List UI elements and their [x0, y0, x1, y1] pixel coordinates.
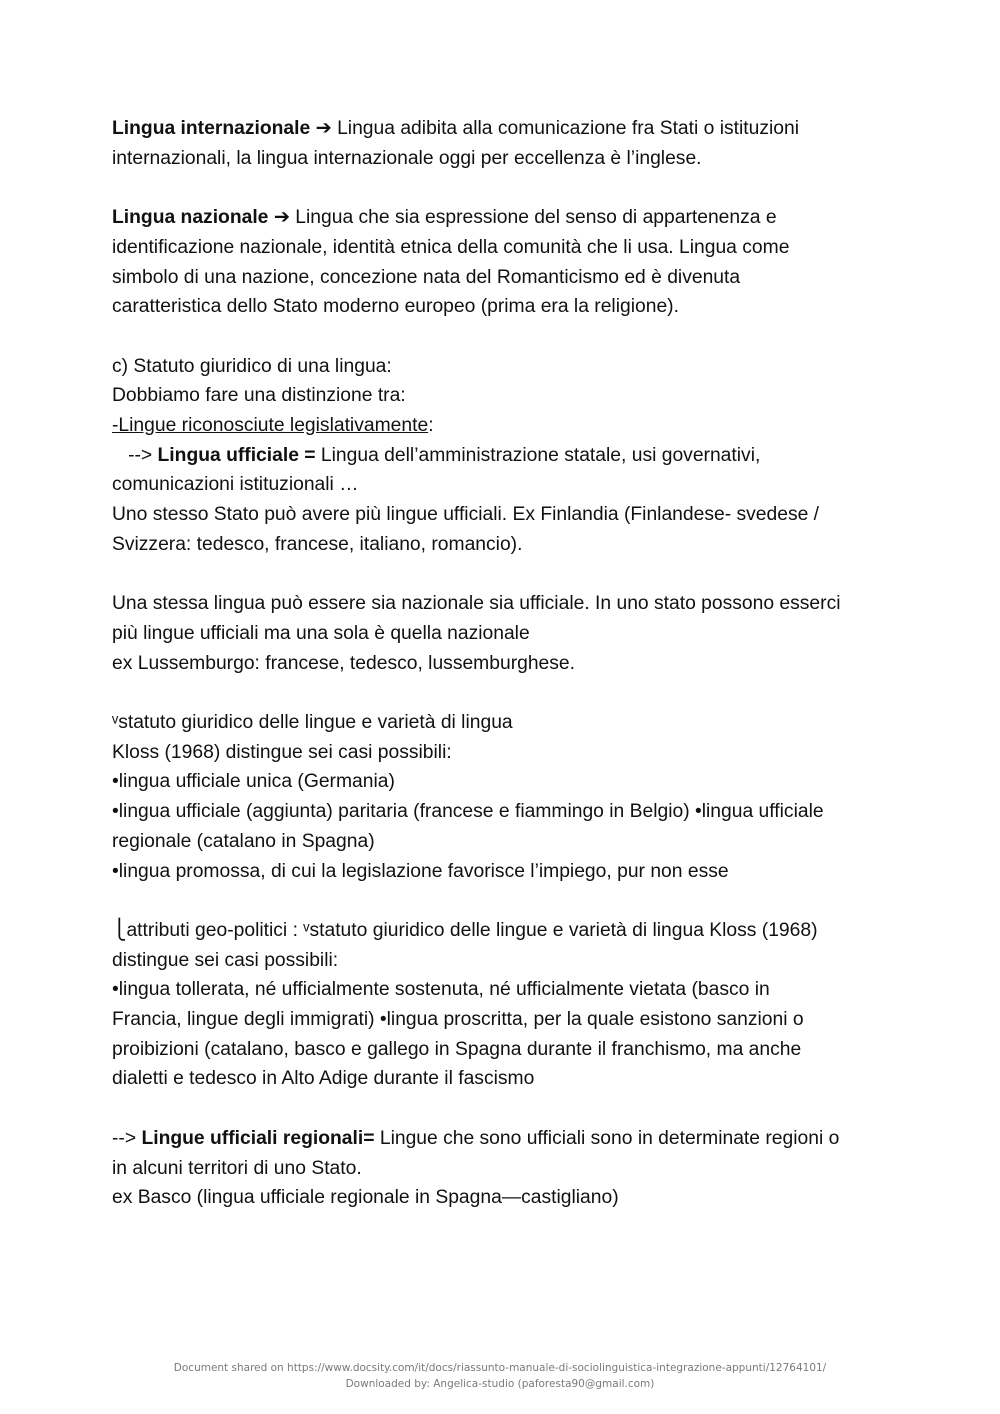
text-line: Uno stesso Stato può avere più lingue ufficiali. Ex Finlandia (Finlandese- svedese /	[112, 504, 820, 526]
paragraph-lingua-nazionale	[112, 203, 902, 322]
text-line: ᵛstatuto giuridico delle lingue e varietà di lingua	[112, 712, 513, 733]
term-label: Lingua ufficiale =	[157, 444, 316, 466]
text-line: comunicazioni istituzionali …	[112, 474, 359, 496]
paragraph-gap	[112, 322, 902, 352]
footer-downloaded-by: Downloaded by: Angelica-studio (paforesta90@gmail.com)	[345, 1378, 655, 1390]
text-line	[112, 203, 902, 233]
arrow-prefix: -->	[112, 444, 158, 466]
page-footer	[0, 1360, 1000, 1392]
paragraph-gap	[112, 1094, 902, 1124]
text-line: identificazione nazionale, identità etnica della comunità che li usa. Lingua come	[112, 236, 790, 258]
arrow-icon: ➔	[268, 207, 296, 229]
text-line: ⎩attributi geo-politici : ᵛstatuto giuridico delle lingue e varietà di lingua Kloss (1968)	[112, 919, 818, 941]
arrow-icon: ➔	[310, 118, 338, 139]
text-line: distingue sei casi possibili:	[112, 949, 339, 971]
text-line: regionale (catalano in Spagna)	[112, 830, 375, 852]
document-page	[112, 114, 902, 1213]
paragraph-gap	[112, 678, 902, 708]
paragraph-lingue-regionali	[112, 1124, 902, 1213]
paragraph-lingua-internazionale	[112, 114, 902, 173]
text-line	[112, 441, 902, 471]
section-heading: c) Statuto giuridico di una lingua:	[112, 355, 392, 377]
bullet-line: •lingua tollerata, né ufficialmente sostenuta, né ufficialmente vietata (basco in	[112, 979, 770, 1001]
term-label: Lingue ufficiali regionali=	[141, 1127, 375, 1149]
term-label: Lingua internazionale	[112, 118, 311, 139]
text-line: ex Lussemburgo: francese, tedesco, lussemburghese.	[112, 652, 576, 674]
paragraph-kloss-1	[112, 708, 902, 886]
bullet-line: •lingua ufficiale unica (Germania)	[112, 771, 395, 793]
text-line: ex Basco (lingua ufficiale regionale in Spagna—castigliano)	[112, 1187, 619, 1209]
text-line: Francia, lingue degli immigrati) •lingua proscritta, per la quale esistono sanzioni o	[112, 1009, 804, 1031]
bullet-line: •lingua promossa, di cui la legislazione favorisce l’impiego, pur non esse	[112, 860, 729, 882]
underlined-heading: -Lingue riconosciute legislativamente	[112, 415, 429, 436]
text-line: caratteristica dello Stato moderno europeo (prima era la religione).	[112, 296, 679, 318]
text-line: Kloss (1968) distingue sei casi possibili:	[112, 741, 452, 763]
paragraph-kloss-2	[112, 916, 902, 1094]
definition-text: Lingue che sono ufficiali sono in determinate regioni o	[374, 1127, 840, 1149]
text-line: dialetti e tedesco in Alto Adige durante il fascismo	[112, 1068, 535, 1090]
text-line: Una stessa lingua può essere sia nazionale sia ufficiale. In uno stato possono esserci	[112, 593, 841, 615]
text-line	[112, 1124, 902, 1154]
definition-text: Lingua adibita alla comunicazione fra Stati o istituzioni	[337, 118, 800, 139]
term-label: Lingua nazionale	[112, 207, 269, 229]
definition-text: Lingua che sia espressione del senso di appartenenza e	[295, 207, 777, 229]
text-line: proibizioni (catalano, basco e gallego in Spagna durante il franchismo, ma anche	[112, 1038, 802, 1060]
paragraph-gap	[112, 173, 902, 203]
arrow-prefix: -->	[112, 1127, 142, 1149]
paragraph-statuto-giuridico	[112, 352, 902, 560]
text-line: internazionali, la lingua internazionale oggi per eccellenza è l’inglese.	[112, 147, 702, 169]
paragraph-gap	[112, 886, 902, 916]
definition-text: Lingua dell’amministrazione statale, usi governativi,	[315, 444, 761, 466]
footer-shared-url: Document shared on https://www.docsity.com/it/docs/riassunto-manuale-di-sociolinguistica-integrazione-appunti/12764101/	[173, 1362, 827, 1374]
bullet-line: •lingua ufficiale (aggiunta) paritaria (francese e fiammingo in Belgio) •lingua ufficiale	[112, 801, 824, 823]
paragraph-nazionale-ufficiale	[112, 589, 902, 678]
text-line: più lingue ufficiali ma una sola è quella nazionale	[112, 622, 530, 644]
text-line: simbolo di una nazione, concezione nata del Romanticismo ed è divenuta	[112, 266, 741, 288]
text-line	[112, 114, 902, 144]
text-line: in alcuni territori di uno Stato.	[112, 1157, 362, 1179]
paragraph-gap	[112, 560, 902, 590]
text-line: Dobbiamo fare una distinzione tra:	[112, 385, 406, 407]
text-line	[112, 411, 902, 441]
text-line: Svizzera: tedesco, francese, italiano, romancio).	[112, 533, 523, 555]
colon: :	[428, 415, 434, 436]
